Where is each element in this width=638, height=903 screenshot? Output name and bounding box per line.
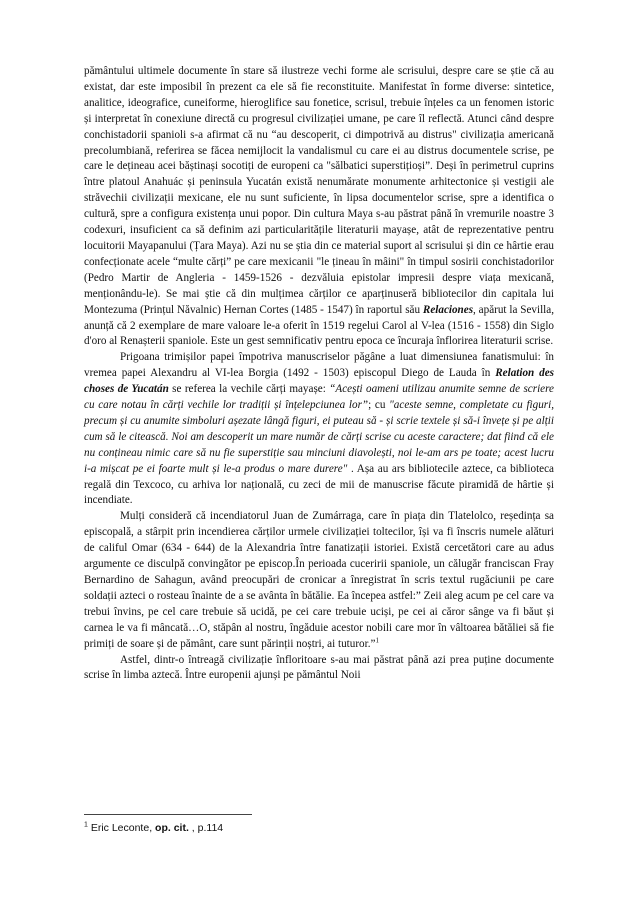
paragraph: Astfel, dintr-o întreagă civilizație înfloritoare s-au mai păstrat până azi prea puține documente scrise în limba aztecă. Între europenii ajunși pe pământul Noii bbox=[84, 653, 554, 682]
citation-abbrev: op. cit. bbox=[155, 822, 189, 834]
book-title: Relaciones bbox=[422, 303, 474, 316]
footnote-reference[interactable]: 1 bbox=[375, 635, 379, 644]
paragraph: pământului ultimele documente în stare să ilustreze vechi forme ale scrisului, despre care se știe că au existat, dar este imposibil în prezent ca ele să fie reconstituite. Manifestat în forme diverse: sintetice, analitice, ideografice, cuneiforme, hieroglifice sau fonetice, scrisul, trebuie înțeles ca un fenomen istoric și interpretat în conexiune directă cu progresul civilizației umane, pe care îl reflectă. Atunci când despre conchistadorii spanioli s-a afirmat că nu “au descoperit, ci dimpotrivă au distrus" civilizația americană precolumbiană, referirea se făcea nemijlocit la vandalismul cu care ei au distrus documentele scrise, pe care le dețineau acei băștinași socotiți de europeni ca "sălbatici superstițioși”. Deși în perimetrul cuprins între platoul Anahuác și peninsula Yucatán există nenumărate monumente arhitectonice și vestigii ale străvechii civilizații mexicane, ele nu sunt suficiente, în lipsa documentelor scrise, spre a identifica o cultură, spre a configura existența unui popor. Din cultura Maya s-au păstrat până în vremurile noastre 3 codexuri, insuficient ca să definim azi particularitățile literaturii mayașe, atât de reprezentative pentru locuitorii Mayapanului (Țara Maya). Azi nu se știa din ce material suport al scrisului și din ce hârtie erau confecționate acele “multe cărți” pe care mexicanii "le țineau în mâini" în timpul sosirii conchistadorilor (Pedro Martir de Angleria - 1459-1526 - dezvăluia epistolar impresii despre viața mexicană, menționându-le). Se mai știe că din mulțimea cărților ce aparținuseră bibliotecilor din capitala lui Montezuma (Prințul Năvalnic) Hernan Cortes (1485 - 1547) în raportul său Relaciones, apărut la Sevilla, anunță că 2 exemplare de mare valoare le-a oferit în 1519 regelui Carol al V-lea (1516 - 1558) din Siglo d'oro al Renașterii spaniole. Este un gest semnificativ pentru epoca ce încuraja înflorirea literaturii scrise. bbox=[84, 65, 554, 348]
footnote-mark: 1 bbox=[84, 821, 88, 829]
book-title: Relation des choses de Yucatán bbox=[84, 367, 555, 396]
footnote: $^1$ Eric Leconte, op. cit. , p.114 bbox=[84, 821, 224, 834]
paragraph: Mulți consideră că incendiatorul Juan de Zumárraga, care în piața din Tlatelolco, reședința sa episcopală, a stârpit prin incendierea cărților urmele civilizației toltecilor, își va fi înscris numele alături de califul Omar (634 - 644) de la Alexandria între fanatizații istoriei. Există cercetători care au adus argumente ce disculpă convingător pe episcop.În perioada cuceririi spaniole, un călugăr franciscan Fray Bernardino de Sahagun, având preocupări de cronicar a înregistrat în scris textul rugăciunii pe care soldații azteci o rosteau înainte de a se avânta în bătălie. Ea începea astfel:” Zeii aleg acum pe cel care va trebui învins, pe cel care trebuie să ucidă, pe cei care trebuie uciși, pe cei ai căror sânge va fi băut și carnea le va fi mâncată…O, stăpân al nostru, îngăduie acestor nobili care mor în vâltoarea bătăliei să fie primiți de soare și de pământ, care sunt părinții noștri, ai tuturor.”$^1$ bbox=[84, 510, 554, 650]
quotation: "aceste semne, completate cu figuri, precum și cu anumite simboluri așezate lângă figuri, ei puteau să - și scrie textele și să-i învețe și pe alții cum să le citească. Noi am descoperit un mare număr de cărți scrise cu aceste caractere; dat fiind că ele nu conțineau nimic care să nu fie superstiție sau minciuni diavolești, noi le-am ars pe toate; acest lucru i-a mișcat pe ei foarte mult și le-a produs o mare durere" bbox=[84, 399, 554, 475]
document-body bbox=[84, 64, 554, 684]
quotation: “Acești oameni utilizau anumite semne de scriere cu care notau în cărți vechile lor tradiții și înțelepciunea lor” bbox=[84, 383, 554, 412]
paragraph: Prigoana trimișilor papei împotriva manuscriselor păgâne a luat dimensiunea fanatismului: în vremea papei Alexandru al VI-lea Borgia (1492 - 1503) episcopul Diego de Lauda în Relation des choses de Yucatán se referea la vechile cărți mayașe: “Acești oameni utilizau anumite semne de scriere cu care notau în cărți vechile lor tradiții și înțelepciunea lor”; cu "aceste semne, completate cu figuri, precum și cu anumite simboluri așezate lângă figuri, ei puteau să - și scrie textele și să-i învețe și pe alții cum să le citească. Noi am descoperit un mare număr de cărți scrise cu aceste caractere; dat fiind că ele nu conțineau nimic care să nu fie superstiție sau minciuni diavolești, noi le-am ars pe toate; acest lucru i-a mișcat pe ei foarte mult și le-a produs o mare durere" . Așa au ars bibliotecile aztece, ca biblioteca regală din Texcoco, cu arhiva lor națională, cu zeci de mii de manuscrise făcute piramidă de hârtie și incendiate. bbox=[84, 351, 555, 507]
footnote-divider bbox=[84, 814, 252, 815]
